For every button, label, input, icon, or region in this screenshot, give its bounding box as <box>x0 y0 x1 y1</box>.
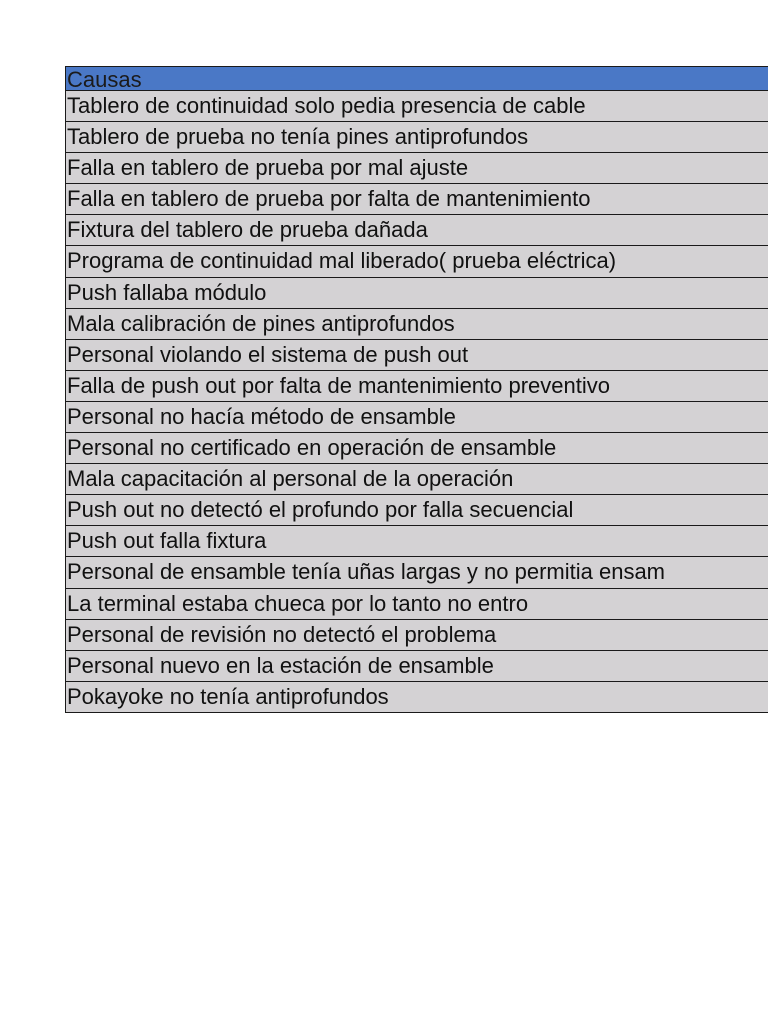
cell-text: Push fallaba módulo <box>67 279 267 305</box>
table-row[interactable] <box>66 651 768 682</box>
cell-text: Push out falla fixtura <box>67 528 267 554</box>
cell-text: Pokayoke no tenía antiprofundos <box>67 683 389 709</box>
table-row[interactable] <box>66 278 768 309</box>
table-header-cell[interactable] <box>66 67 768 91</box>
table-row[interactable] <box>66 91 768 122</box>
cell-text: Falla en tablero de prueba por falta de mantenimiento <box>67 186 591 212</box>
cell-text: Falla en tablero de prueba por mal ajuste <box>67 155 469 181</box>
table-row[interactable] <box>66 122 768 153</box>
cell-text: Personal violando el sistema de push out <box>67 341 469 367</box>
cell-text: Personal de ensamble tenía uñas largas y no permitia ensam <box>67 559 666 585</box>
cell-text: Mala capacitación al personal de la operación <box>67 466 514 492</box>
cell-text: Mala calibración de pines antiprofundos <box>67 310 455 336</box>
cell-text: Tablero de continuidad solo pedia presencia de cable <box>67 93 586 118</box>
header-label: Causas <box>67 67 142 91</box>
table-row[interactable] <box>66 309 768 340</box>
table-row[interactable] <box>66 682 768 713</box>
cell-text: Personal de revisión no detectó el problema <box>67 621 497 647</box>
table-row[interactable] <box>66 246 768 277</box>
table-row[interactable] <box>66 215 768 246</box>
table-row[interactable] <box>66 153 768 184</box>
causes-table <box>65 66 768 713</box>
cell-text: Personal nuevo en la estación de ensamble <box>67 652 494 678</box>
table-row[interactable] <box>66 620 768 651</box>
table-row[interactable] <box>66 371 768 402</box>
table-row[interactable] <box>66 402 768 433</box>
cell-text: Tablero de prueba no tenía pines antiprofundos <box>67 124 529 150</box>
table-row[interactable] <box>66 495 768 526</box>
cell-text: Falla de push out por falta de mantenimiento preventivo <box>67 372 610 398</box>
cell-text: Personal no hacía método de ensamble <box>67 403 456 429</box>
cell-text: Push out no detectó el profundo por falla secuencial <box>67 497 574 523</box>
table-row[interactable] <box>66 464 768 495</box>
cell-text: La terminal estaba chueca por lo tanto no entro <box>67 590 529 616</box>
table-row[interactable] <box>66 340 768 371</box>
table-row[interactable] <box>66 184 768 215</box>
cell-text: Programa de continuidad mal liberado( prueba eléctrica) <box>67 248 617 274</box>
cell-text: Personal no certificado en operación de ensamble <box>67 435 557 461</box>
table-row[interactable] <box>66 589 768 620</box>
cell-text: Fixtura del tablero de prueba dañada <box>67 217 428 243</box>
table-row[interactable] <box>66 526 768 557</box>
table-row[interactable] <box>66 433 768 464</box>
table-row[interactable] <box>66 557 768 588</box>
